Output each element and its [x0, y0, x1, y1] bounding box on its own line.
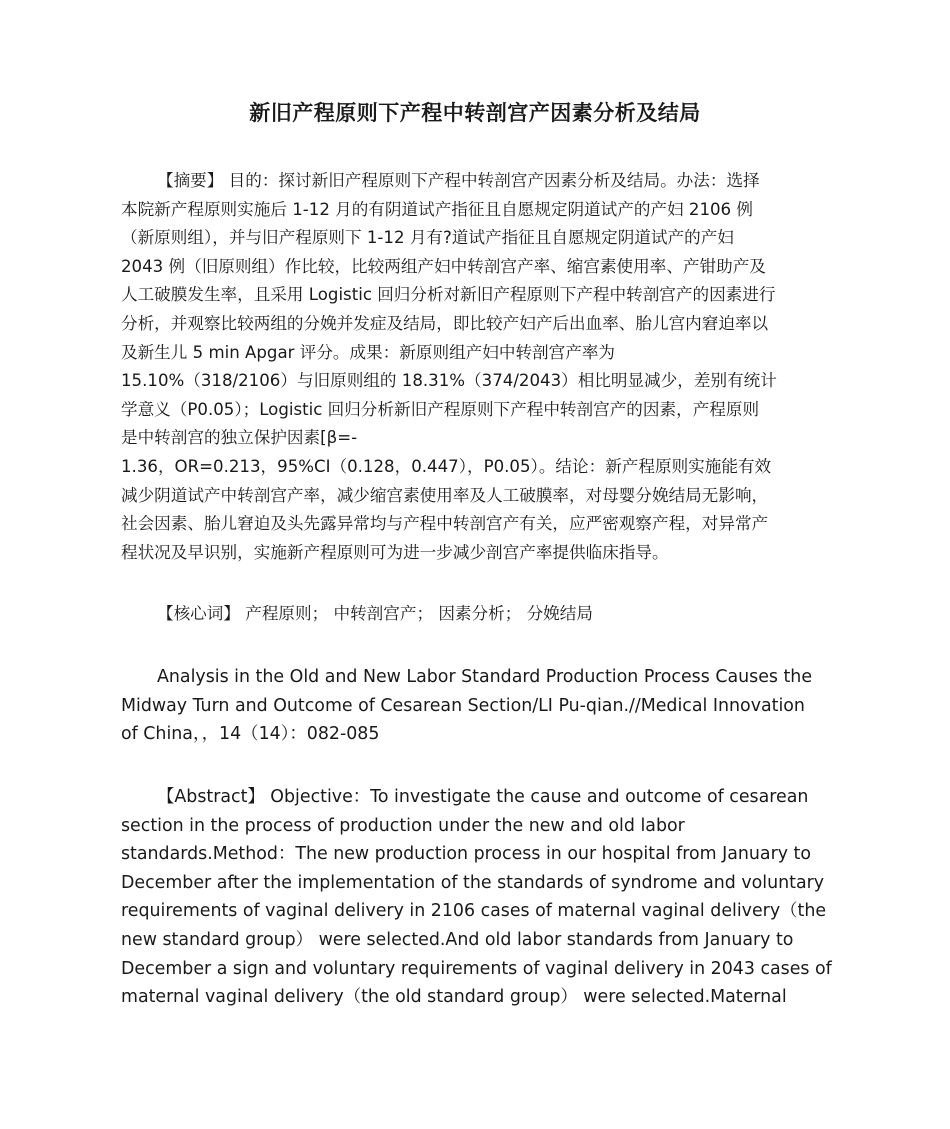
citation-line: Analysis in the Old and New Labor Standard Production Process Causes the [157, 667, 813, 687]
abstract-cn-line: 本院新产程原则实施后 1-12 月的有阴道试产指征且自愿规定阴道试产的产妇 2106 例 [121, 199, 753, 219]
document-title: 新旧产程原则下产程中转剖宫产因素分析及结局 [249, 101, 701, 125]
citation-line: Midway Turn and Outcome of Cesarean Section/LI Pu-qian.//Medical Innovation [121, 695, 805, 716]
abstract-cn-line: （新原则组），并与旧产程原则下 1-12 月有?道试产指征且自愿规定阴道试产的产妇 [121, 228, 734, 248]
abstract-cn-line: 人工破膜发生率，且采用 Logistic 回归分析对新旧产程原则下产程中转剖宫产的因素进行 [121, 285, 776, 305]
abstract-cn-line: 减少阴道试产中转剖宫产率，减少缩宫素使用率及人工破膜率，对母婴分娩结局无影响， [121, 485, 769, 505]
abstract-cn-line: 15.10%（318/2106）与旧原则组的 18.31%（374/2043）相比明显减少，差别有统计 [121, 371, 777, 391]
abstract-cn-line: 分析，并观察比较两组的分娩并发症及结局，即比较产妇产后出血率、胎儿宫内窘迫率以 [121, 313, 769, 333]
abstract-en-line: section in the process of production under the new and old labor [121, 815, 685, 836]
abstract-english [121, 783, 837, 1012]
abstract-cn-line: 学意义（P0.05）；Logistic 回归分析新旧产程原则下产程中转剖宫产的因素，产程原则 [121, 399, 760, 419]
keywords-section [121, 600, 837, 629]
abstract-en-line: requirements of vaginal delivery in 2106 cases of maternal vaginal delivery（the [121, 901, 827, 922]
citation-section [121, 663, 837, 749]
abstract-cn-line: 2043 例（旧原则组）作比较，比较两组产妇中转剖宫产率、缩宫素使用率、产钳助产及 [121, 256, 766, 276]
citation-line: of China，，14（14）：082-085 [121, 724, 380, 745]
abstract-cn-line: 社会因素、胎儿窘迫及头先露异常均与产程中转剖宫产有关，应严密观察产程，对异常产 [121, 514, 769, 534]
abstract-en-line: new standard group） were selected.And old labor standards from January to [121, 929, 794, 950]
abstract-cn-line: 1.36，OR=0.213，95%CI（0.128，0.447），P0.05）。结论：新产程原则实施能有效 [121, 456, 772, 476]
abstract-cn-line: 及新生儿 5 min Apgar 评分。成果：新原则组产妇中转剖宫产率为 [121, 342, 616, 362]
abstract-cn-line: 是中转剖宫的独立保护因素[β=- [121, 428, 358, 448]
abstract-en-line: maternal vaginal delivery（the old standard group） were selected.Maternal [121, 987, 787, 1008]
abstract-en-line: 【Abstract】 Objective：To investigate the cause and outcome of cesarean [157, 787, 809, 807]
abstract-cn-line: 【摘要】 目的：探讨新旧产程原则下产程中转剖宫产因素分析及结局。办法：选择 [157, 171, 760, 190]
abstract-en-line: December a sign and voluntary requirements of vaginal delivery in 2043 cases of [121, 958, 832, 979]
keywords-line: 【核心词】 产程原则； 中转剖宫产； 因素分析； 分娩结局 [157, 604, 593, 623]
abstract-en-line: December after the implementation of the standards of syndrome and voluntary [121, 872, 825, 893]
abstract-cn-line: 程状况及早识别，实施新产程原则可为进一步减少剖宫产率提供临床指导。 [121, 542, 669, 562]
abstract-chinese [121, 167, 837, 567]
abstract-en-line: standards.Method：The new production process in our hospital from January to [121, 844, 812, 865]
